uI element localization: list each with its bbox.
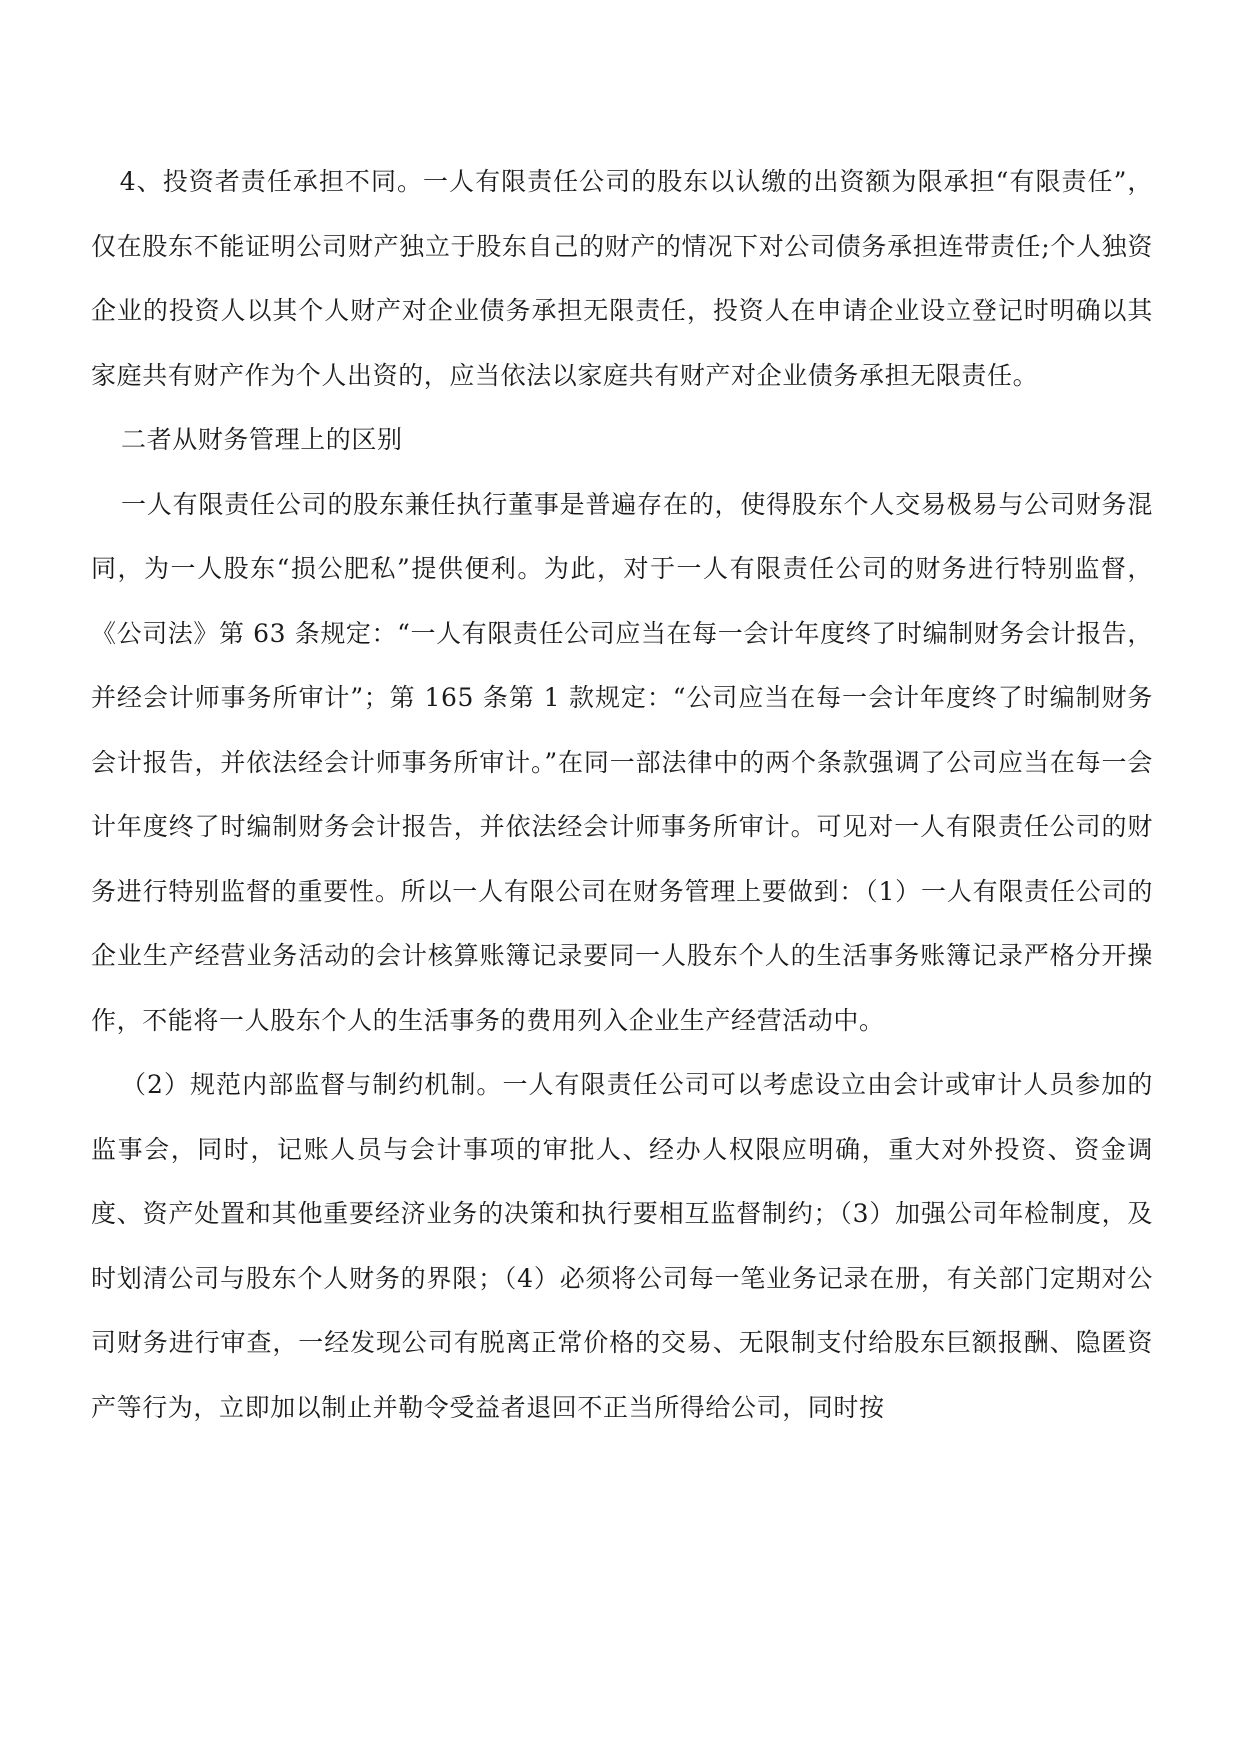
paragraph-internal-control: （2）规范内部监督与制约机制。一人有限责任公司可以考虑设立由会计或审计人员参加的监事会，同时，记账人员与会计事项的审批人、经办人权限应明确，重大对外投资、资金调度、资产处置和其他重要经济业务的决策和执行要相互监督制约；（3）加强公司年检制度，及时划清公司与股东个人财务的界限；（4）必须将公司每一笔业务记录在册，有关部门定期对公司财务进行审查，一经发现公司有脱离正常价格的交易、无限制支付给股东巨额报酬、隐匿资产等行为，立即加以制止并勒令受益者退回不正当所得给公司，同时按: [91, 1070, 1153, 1422]
paragraph-financial-supervision: 一人有限责任公司的股东兼任执行董事是普遍存在的，使得股东个人交易极易与公司财务混同，为一人股东“损公肥私”提供便利。为此，对于一人有限责任公司的财务进行特别监督，《公司法》第 63 条规定：“一人有限责任公司应当在每一会计年度终了时编制财务会计报告，并经会计师事务所审计”；第 165 条第 1 款规定：“公司应当在每一会计年度终了时编制财务会计报告，并依法经会计师事务所审计。”在同一部法律中的两个条款强调了公司应当在每一会计年度终了时编制财务会计报告，并依法经会计师事务所审计。可见对一人有限责任公司的财务进行特别监督的重要性。所以一人有限公司在财务管理上要做到：（1）一人有限责任公司的企业生产经营业务活动的会计核算账簿记录要同一人股东个人的生活事务账簿记录严格分开操作，不能将一人股东个人的生活事务的费用列入企业生产经营活动中。: [91, 489, 1153, 1035]
document-body: [91, 150, 1153, 1440]
section-heading-financial-management: 二者从财务管理上的区别: [121, 425, 403, 454]
paragraph-investor-liability: 4、投资者责任承担不同。一人有限责任公司的股东以认缴的出资额为限承担“有限责任”，仅在股东不能证明公司财产独立于股东自己的财产的情况下对公司债务承担连带责任;个人独资企业的投资人以其个人财产对企业债务承担无限责任，投资人在申请企业设立登记时明确以其家庭共有财产作为个人出资的，应当依法以家庭共有财产对企业债务承担无限责任。: [91, 167, 1153, 390]
